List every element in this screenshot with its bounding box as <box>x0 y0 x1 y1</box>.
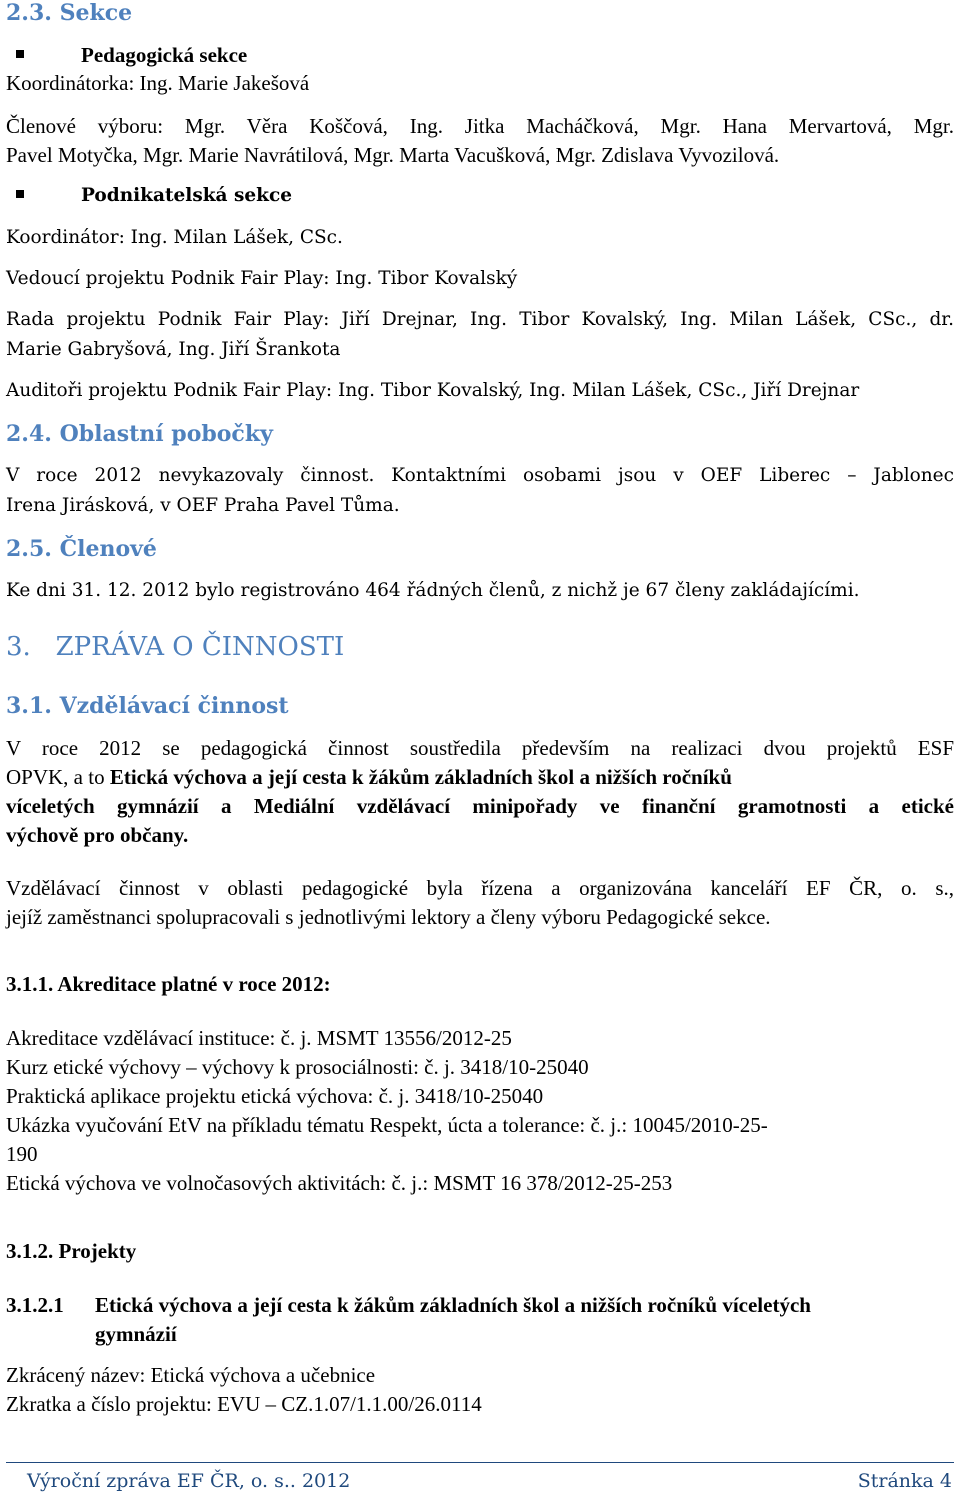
project-short-name: Zkrácený název: Etická výchova a učebnice <box>6 1363 376 1387</box>
bullet-square-icon <box>16 50 24 58</box>
accreditation-item: Kurz etické výchovy – výchovy k prosociálnosti: č. j. 3418/10-25040 <box>6 1055 589 1079</box>
business-coordinator: Koordinátor: Ing. Milan Lášek, CSc. <box>6 227 343 248</box>
project-code: Zkratka a číslo projektu: EVU – CZ.1.07/1.1.00/26.0114 <box>6 1392 482 1416</box>
accreditation-item: Praktická aplikace projektu etická výchova: č. j. 3418/10-25040 <box>6 1084 544 1108</box>
education-paragraph-line-2: OPVK, a to Etická výchova a její cesta k žákům základních škol a nižších ročníků <box>6 765 732 789</box>
fair-play-project-lead: Vedoucí projektu Podnik Fair Play: Ing. Tibor Kovalský <box>6 268 518 289</box>
footer-divider <box>6 1462 954 1463</box>
section-heading-2-5: 2.5. Členové <box>6 536 157 562</box>
project-title-line-2: gymnázií <box>95 1322 177 1346</box>
accreditation-item: Etická výchova ve volnočasových aktivitách: č. j.: MSMT 16 378/2012-25-253 <box>6 1171 673 1195</box>
business-section-title: Podnikatelská sekce <box>81 185 293 206</box>
chapter-heading-3: 3. ZPRÁVA O ČINNOSTI <box>6 632 345 662</box>
section-heading-3-1-2: 3.1.2. Projekty <box>6 1239 137 1263</box>
accreditation-item-continued: 190 <box>6 1142 38 1166</box>
fair-play-board-line-1: Rada projektu Podnik Fair Play: Jiří Drejnar, Ing. Tibor Kovalský, Ing. Milan Lášek, CSc., dr. <box>6 309 954 330</box>
pedagogical-section-title: Pedagogická sekce <box>81 43 248 67</box>
section-heading-2-4: 2.4. Oblastní pobočky <box>6 421 273 447</box>
footer-report-title: Výroční zpráva EF ČR, o. s.. 2012 <box>27 1470 351 1492</box>
fair-play-board-line-2: Marie Gabryšová, Ing. Jiří Šrankota <box>6 339 341 360</box>
branches-line-1: V roce 2012 nevykazovaly činnost. Kontaktními osobami jsou v OEF Liberec – Jablonec <box>6 465 954 486</box>
branches-line-2: Irena Jirásková, v OEF Praha Pavel Tůma. <box>6 495 400 516</box>
accreditation-item: Akreditace vzdělávací instituce: č. j. MSMT 13556/2012-25 <box>6 1026 512 1050</box>
accreditation-item: Ukázka vyučování EtV na příkladu tématu Respekt, úcta a tolerance: č. j.: 10045/2010-25- <box>6 1113 768 1137</box>
footer-page-number: Stránka 4 <box>857 1470 952 1492</box>
project-number: 3.1.2.1 <box>6 1293 64 1317</box>
education-paragraph-line-4: výchově pro občany. <box>6 823 189 847</box>
fair-play-auditors: Auditoři projektu Podnik Fair Play: Ing. Tibor Kovalský, Ing. Milan Lášek, CSc., Jiří Drejnar <box>6 380 860 401</box>
section-heading-2-3: 2.3. Sekce <box>6 0 133 26</box>
education-org-line-2: jejíž zaměstnanci spolupracovali s jednotlivými lektory a členy výboru Pedagogické sekce. <box>6 905 771 929</box>
section-heading-3-1-1: 3.1.1. Akreditace platné v roce 2012: <box>6 972 331 996</box>
bullet-square-icon <box>16 190 24 198</box>
project-title-line-1: Etická výchova a její cesta k žákům základních škol a nižších ročníků víceletých <box>95 1293 811 1317</box>
members-count-text: Ke dni 31. 12. 2012 bylo registrováno 464 řádných členů, z nichž je 67 členy zakládajícími. <box>6 580 860 601</box>
section-heading-3-1: 3.1. Vzdělávací činnost <box>6 693 289 719</box>
education-org-line-1: Vzdělávací činnost v oblasti pedagogické byla řízena a organizována kanceláří EF ČR, o. s., <box>6 876 954 900</box>
education-paragraph-line-1: V roce 2012 se pedagogická činnost soustředila především na realizaci dvou projektů ESF <box>6 736 954 760</box>
pedagogical-members-line-2: Pavel Motyčka, Mgr. Marie Navrátilová, Mgr. Marta Vacušková, Mgr. Zdislava Vyvozilová. <box>6 143 780 167</box>
education-paragraph-line-3: víceletých gymnázií a Mediální vzdělávací minipořady ve finanční gramotnosti a etické <box>6 794 954 818</box>
pedagogical-coordinator: Koordinátorka: Ing. Marie Jakešová <box>6 71 310 95</box>
pedagogical-members-line-1: Členové výboru: Mgr. Věra Koščová, Ing. Jitka Macháčková, Mgr. Hana Mervartová, Mgr. <box>6 114 954 138</box>
